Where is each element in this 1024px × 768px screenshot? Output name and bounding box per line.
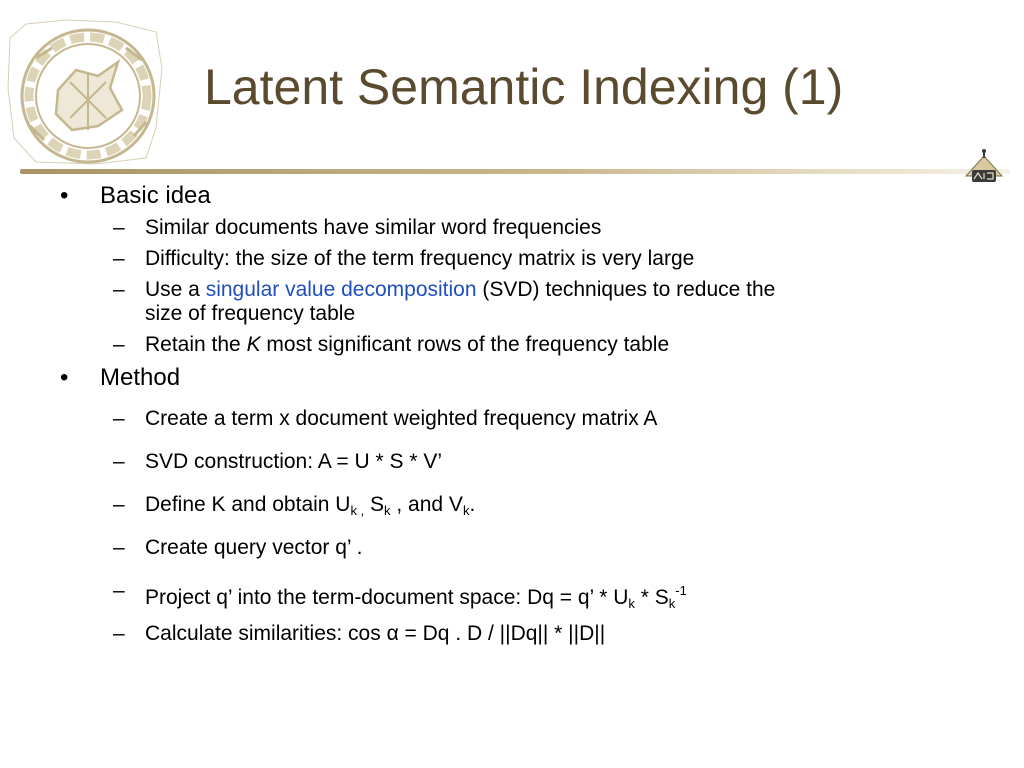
sub-item	[113, 493, 475, 523]
sub-item-text: Create a term x document weighted frequency matrix A	[145, 407, 658, 430]
subscript-k: k	[668, 596, 676, 611]
purdue-emblem-icon	[962, 148, 1006, 190]
dash-glyph: –	[113, 278, 125, 301]
bullet-label: Method	[100, 364, 181, 391]
variable-k: K	[246, 333, 261, 356]
bullet-method	[60, 364, 180, 392]
text-segment: Use a	[145, 278, 206, 301]
text-segment: Project q’ into the term-document space: Dq = q’ * U	[145, 586, 629, 609]
dash-glyph: –	[113, 216, 125, 239]
purdue-university-seal-logo	[6, 18, 166, 166]
sub-item	[113, 536, 363, 560]
sub-item-text: Create query vector q’ .	[145, 536, 363, 559]
sub-item	[113, 247, 694, 271]
svd-link[interactable]: singular value decomposition	[205, 278, 477, 301]
dash-glyph: –	[113, 536, 125, 559]
text-segment: .	[469, 493, 476, 516]
sub-item	[113, 450, 442, 474]
sub-item-text	[145, 278, 775, 302]
title-divider-rule	[20, 169, 1010, 174]
sub-item-text: Difficulty: the size of the term frequency matrix is very large	[145, 247, 695, 270]
bullet-glyph: •	[60, 364, 69, 391]
sub-item	[113, 333, 669, 357]
sub-item	[113, 622, 605, 646]
sub-item	[113, 579, 687, 616]
text-segment: Define K and obtain U	[145, 493, 351, 516]
subscript-k: k	[384, 503, 391, 518]
sub-item-text	[145, 333, 669, 357]
bullet-label: Basic idea	[100, 182, 211, 209]
slide-title: Latent Semantic Indexing (1)	[204, 59, 844, 115]
sub-item-svd	[113, 278, 775, 326]
subscript-k: k	[462, 503, 470, 518]
dash-glyph: –	[113, 579, 125, 602]
sub-item-text: SVD construction: A = U * S * V’	[145, 450, 443, 473]
dash-glyph: –	[113, 247, 125, 270]
sub-item	[113, 407, 657, 431]
superscript-minus-one: -1	[675, 583, 687, 598]
text-segment: ,	[356, 503, 365, 518]
text-segment: S	[364, 493, 385, 516]
sub-item-text: Calculate similarities: cos α = Dq . D / ||Dq|| * ||D||	[145, 622, 606, 645]
sub-item-text	[145, 579, 687, 616]
dash-glyph: –	[113, 493, 125, 516]
text-segment: (SVD) techniques to reduce the	[476, 278, 776, 301]
dash-glyph: –	[113, 450, 125, 473]
subscript-k: k	[350, 503, 357, 518]
text-segment: Retain the	[145, 333, 247, 356]
sub-item-text-line2: size of frequency table	[145, 302, 356, 325]
bullet-glyph: •	[60, 182, 69, 209]
sub-item-text	[145, 493, 475, 523]
dash-glyph: –	[113, 622, 125, 645]
sub-item	[113, 216, 601, 240]
text-segment: most significant rows of the frequency table	[260, 333, 670, 356]
dash-glyph: –	[113, 407, 125, 430]
bullet-basic-idea	[60, 182, 211, 210]
subscript-k: k	[628, 596, 635, 611]
text-segment: , and V	[390, 493, 463, 516]
dash-glyph: –	[113, 333, 125, 356]
sub-item-text: Similar documents have similar word frequencies	[145, 216, 602, 239]
text-segment: * S	[634, 586, 669, 609]
